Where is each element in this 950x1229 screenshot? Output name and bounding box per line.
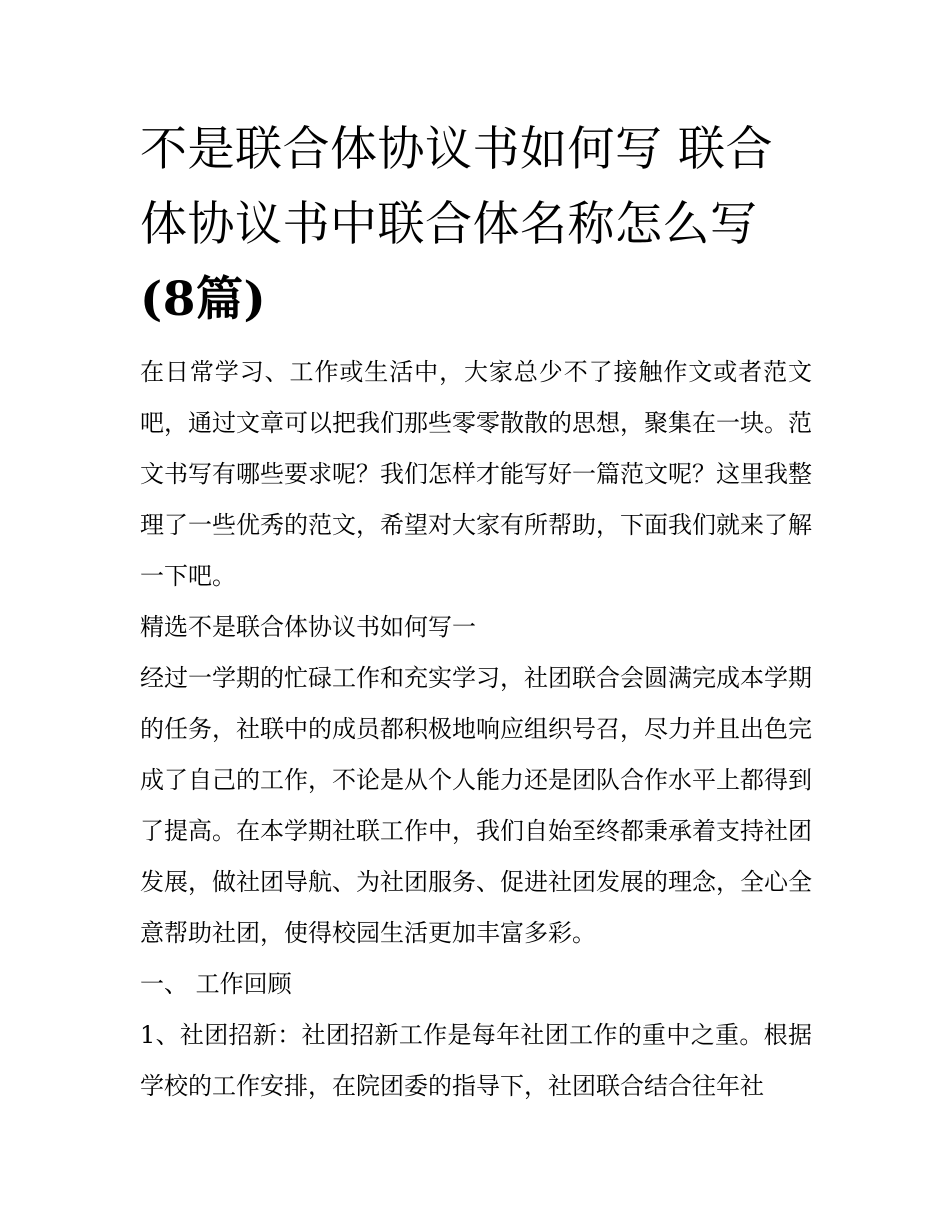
document-title-main: 不是联合体协议书如何写 联合体协议书中联合体名称怎么写: [140, 122, 773, 252]
body-paragraph: 经过一学期的忙碌工作和充实学习，社团联合会圆满完成本学期的任务，社联中的成员都积极地响应组织号召，尽力并且出色完成了自己的工作，不论是从个人能力还是团队合作水平上都得到了提高。在本学期社联工作中，我们自始至终都秉承着支持社团发展，做社团导航、为社团服务、促进社团发展的理念，全心全意帮助社团，使得校园生活更加丰富多彩。: [140, 664, 812, 947]
document-title: [140, 112, 812, 337]
subheading-work-review: 一、 工作回顾: [140, 970, 292, 998]
list-item-recruitment: 1、社团招新：社团招新工作是每年社团工作的重中之重。根据学校的工作安排，在院团委的指导下，社团联合结合往年社: [140, 1021, 812, 1100]
document-content: [140, 112, 812, 1112]
section-title: 精选不是联合体协议书如何写一: [140, 613, 476, 641]
intro-paragraph: 在日常学习、工作或生活中，大家总少不了接触作文或者范文吧，通过文章可以把我们那些零零散散的思想，聚集在一块。范文书写有哪些要求呢？我们怎样才能写好一篇范文呢？这里我整理了一些优秀的范文，希望对大家有所帮助，下面我们就来了解一下吧。: [140, 358, 812, 590]
document-title-count: (8篇): [140, 272, 267, 327]
